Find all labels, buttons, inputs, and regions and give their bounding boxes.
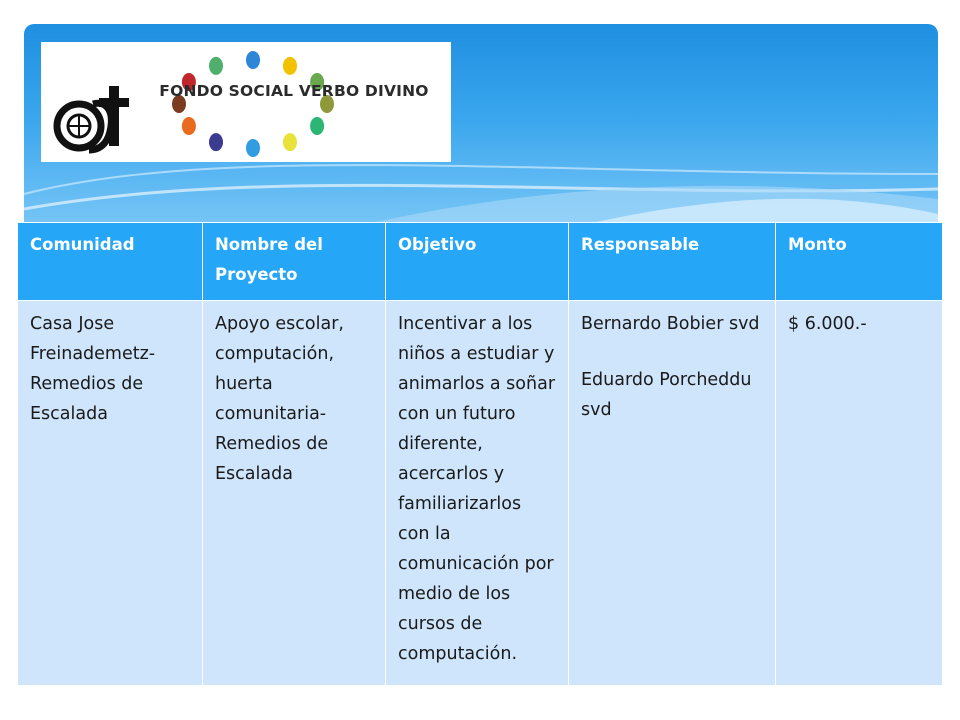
cell-nombre: Apoyo escolar, computación, huerta comunitaria- Remedios de Escalada	[203, 301, 386, 686]
column-header-objetivo: Objetivo	[386, 223, 569, 301]
table-header-row	[18, 223, 943, 301]
logo	[41, 42, 451, 162]
hand-icon	[246, 139, 260, 157]
column-header-monto: Monto	[776, 223, 943, 301]
responsable-1: Bernardo Bobier svd	[581, 314, 760, 334]
hand-icon	[310, 117, 324, 135]
projects-table	[17, 222, 943, 686]
table-row	[18, 301, 943, 686]
svd-emblem-icon	[41, 42, 451, 162]
hand-icon	[283, 133, 297, 151]
hand-icon	[246, 51, 260, 69]
hand-icon	[209, 133, 223, 151]
logo-text: FONDO SOCIAL VERBO DIVINO	[159, 82, 429, 100]
column-header-comunidad: Comunidad	[18, 223, 203, 301]
hands-circle-icon	[172, 51, 334, 157]
hand-icon	[283, 57, 297, 75]
cell-comunidad: Casa Jose Freinademetz- Remedios de Escalada	[18, 301, 203, 686]
cell-responsable	[569, 301, 776, 686]
cell-objetivo: Incentivar a los niños a estudiar y animarlos a soñar con un futuro diferente, acercarlos y familiarizarlos con la comunicación por medio de los cursos de computación.	[386, 301, 569, 686]
hand-icon	[209, 57, 223, 75]
cell-monto: $ 6.000.-	[776, 301, 943, 686]
hand-icon	[182, 117, 196, 135]
column-header-responsable: Responsable	[569, 223, 776, 301]
column-header-nombre: Nombre del Proyecto	[203, 223, 386, 301]
responsable-2: Eduardo Porcheddu svd	[581, 370, 752, 420]
